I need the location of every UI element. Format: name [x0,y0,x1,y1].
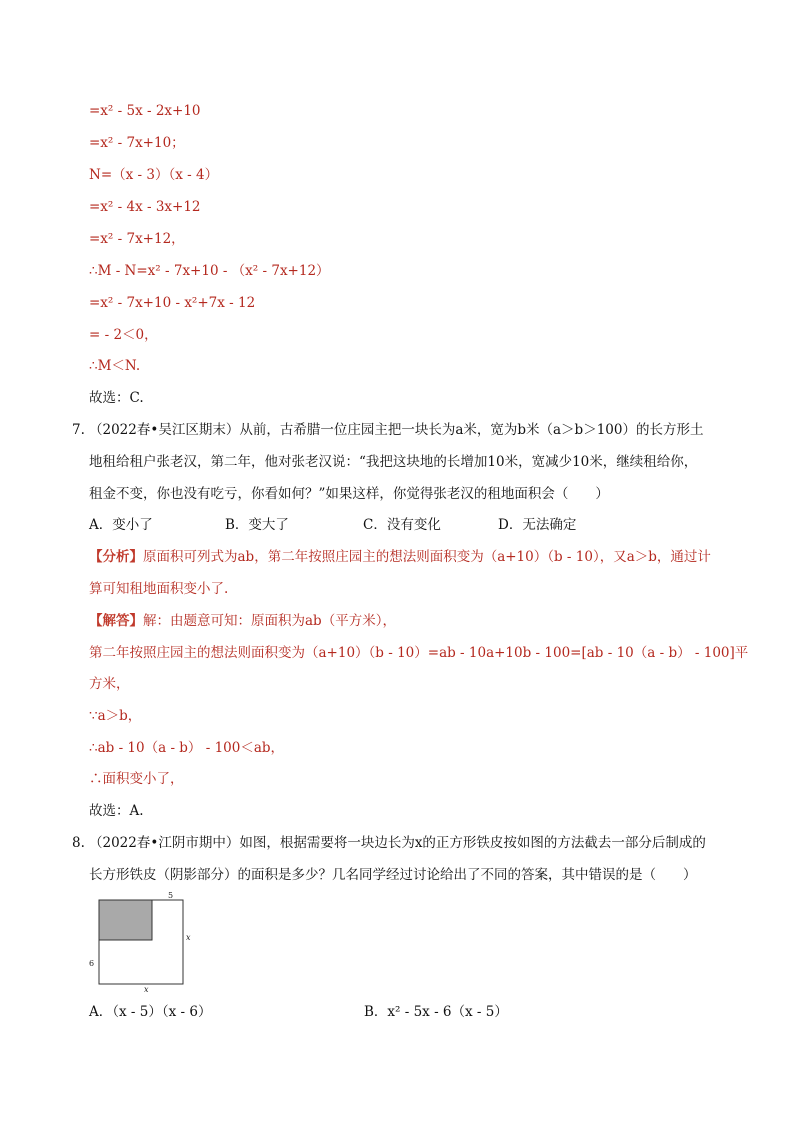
q8-option-b[interactable]: B．x² - 5x - 6（x - 5） [364,1004,508,1020]
q7-answer: 故选：A. [89,803,144,819]
q6-solution-line-6: ∴M - N=x² - 7x+10 - （x² - 7x+12） [89,263,330,279]
q7-stem-line-3: 租金不变，你也没有吃亏，你看如何？”如果这样，你觉得张老汉的租地面积会（ ） [89,486,609,502]
label-bottom-x: x [144,985,149,994]
q8-stem-line-1: （2022春•江阴市期中）如图，根据需要将一块边长为x的正方形铁皮按如图的方法截去一部分后制成的 [89,835,706,851]
q7-analysis-line-2: 算可知租地面积变小了. [89,581,229,597]
q6-solution-line-9: ∴M＜N. [89,358,141,374]
q8-stem-line-2: 长方形铁皮（阴影部分）的面积是多少？几名同学经过讨论给出了不同的答案，其中错误的是（ ） [89,867,697,883]
q7-option-b[interactable]: B．变大了 [225,517,289,533]
analysis-tag: 【分析】 [89,549,143,565]
q7-option-a[interactable]: A．变小了 [89,517,153,533]
q7-number: 7. [72,422,85,438]
q8-option-a[interactable]: A．（x - 5）（x - 6） [89,1004,212,1020]
q8-number: 8. [72,835,85,851]
label-top-5: 5 [168,891,174,900]
q7-solution-line-3: 方米， [89,676,130,692]
q7-stem-line-2: 地租给租户张老汉，第二年，他对张老汉说：“我把这块地的长增加10米，宽减少10米，继续租给你， [89,454,698,470]
q7-solution-line-4: ∵a＞b， [89,708,142,724]
label-right-x: x [186,933,191,942]
label-left-6: 6 [89,959,95,968]
q7-analysis-line-1 [89,547,711,567]
analysis-text: 原面积可列式为ab，第二年按照庄园主的想法则面积变为（a+10）（b - 10），又a＞b，通过计 [143,549,711,565]
q7-solution-line-2: 第二年按照庄园主的想法则面积变为（a+10）（b - 10）=ab - 10a+10b - 100=[ab - 10（a - b） - 100]平 [89,645,749,661]
q6-solution-line-2: =x² - 7x+10； [89,135,185,151]
q7-solution-line-1 [89,611,396,631]
q7-option-c[interactable]: C．没有变化 [363,517,441,533]
q7-option-d[interactable]: D．无法确定 [498,517,577,533]
shaded-rectangle [99,900,152,940]
q7-stem-line-1: （2022春•吴江区期末）从前，古希腊一位庄园主把一块长为a米，宽为b米（a＞b＞100）的长方形土 [89,422,704,438]
solution-text: 解：由题意可知：原面积为ab（平方米）， [143,613,396,629]
q6-solution-line-4: =x² - 4x - 3x+12 [89,199,201,215]
solution-tag: 【解答】 [89,613,143,629]
q7-solution-line-6: ∴面积变小了， [89,771,184,787]
q6-solution-line-5: =x² - 7x+12， [89,231,185,247]
square-sheet-figure [84,888,204,998]
q7-solution-line-5: ∴ab - 10（a - b） - 100＜ab， [89,740,285,756]
q6-solution-line-7: =x² - 7x+10 - x²+7x - 12 [89,295,256,311]
q6-answer: 故选：C. [89,390,144,406]
q6-solution-line-1: =x² - 5x - 2x+10 [89,103,201,119]
q6-solution-line-8: = - 2＜0， [89,327,158,343]
q6-solution-line-3: N=（x - 3）（x - 4） [89,167,219,183]
